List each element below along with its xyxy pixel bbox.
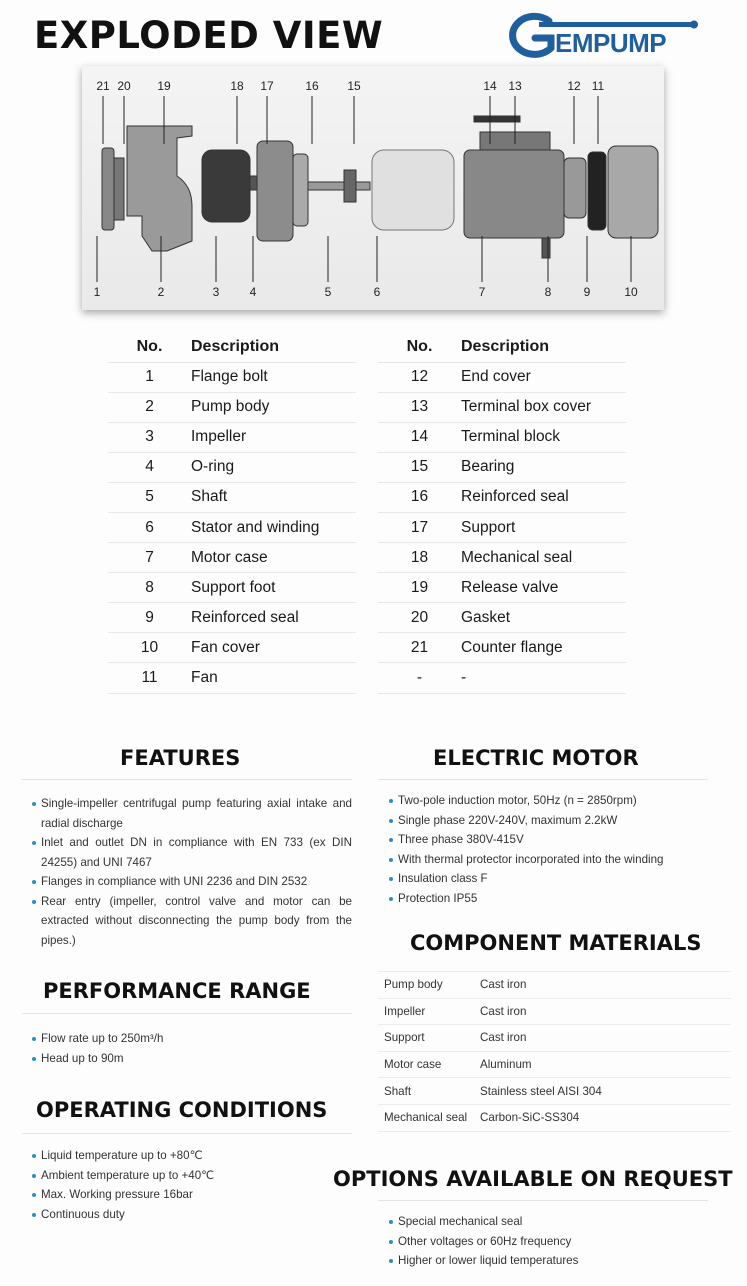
component-materials-table bbox=[378, 971, 731, 1132]
callout-label: 13 bbox=[508, 79, 522, 93]
part-number: 8 bbox=[108, 573, 191, 603]
callout-label: 9 bbox=[583, 285, 591, 299]
divider bbox=[22, 1013, 352, 1014]
part-description: Flange bolt bbox=[191, 362, 356, 392]
part-number: 7 bbox=[108, 543, 191, 573]
callout-label: 7 bbox=[478, 285, 486, 299]
performance-range-list bbox=[32, 1029, 352, 1068]
part-description: Stator and winding bbox=[191, 512, 356, 542]
table-row bbox=[378, 512, 626, 542]
callout-label: 1 bbox=[93, 285, 101, 299]
callout-label: 12 bbox=[567, 79, 581, 93]
divider bbox=[378, 1200, 708, 1201]
callout-label: 5 bbox=[324, 285, 332, 299]
list-item: With thermal protector incorporated into the winding bbox=[389, 850, 729, 870]
callout-label: 11 bbox=[591, 79, 605, 93]
material-value: Stainless steel AISI 304 bbox=[480, 1078, 731, 1105]
options-list bbox=[389, 1212, 729, 1271]
part-number: 13 bbox=[378, 392, 461, 422]
table-row bbox=[378, 972, 731, 999]
part-number: 19 bbox=[378, 573, 461, 603]
table-row bbox=[378, 603, 626, 633]
part-description: Impeller bbox=[191, 422, 356, 452]
part-description: Pump body bbox=[191, 392, 356, 422]
part-number: 4 bbox=[108, 452, 191, 482]
table-row bbox=[108, 362, 356, 392]
part-description: Fan cover bbox=[191, 633, 356, 663]
material-value: Cast iron bbox=[480, 1025, 731, 1052]
gempump-logo bbox=[505, 8, 700, 64]
material-value: Aluminum bbox=[480, 1051, 731, 1078]
part-description: Reinforced seal bbox=[461, 482, 626, 512]
material-part: Impeller bbox=[378, 998, 480, 1025]
list-item: Special mechanical seal bbox=[389, 1212, 729, 1232]
list-item: Three phase 380V-415V bbox=[389, 830, 729, 850]
features-title: FEATURES bbox=[120, 746, 241, 770]
part-description: O-ring bbox=[191, 452, 356, 482]
material-part: Mechanical seal bbox=[378, 1104, 480, 1131]
part-description: Terminal box cover bbox=[461, 392, 626, 422]
material-value: Cast iron bbox=[480, 998, 731, 1025]
component-materials-title: COMPONENT MATERIALS bbox=[410, 931, 702, 955]
material-value: Cast iron bbox=[480, 972, 731, 999]
material-part: Pump body bbox=[378, 972, 480, 999]
part-description: Release valve bbox=[461, 573, 626, 603]
list-item: Ambient temperature up to +40℃ bbox=[32, 1166, 352, 1186]
table-row bbox=[378, 1078, 731, 1105]
operating-conditions-list bbox=[32, 1146, 352, 1224]
list-item: Flanges in compliance with UNI 2236 and DIN 2532 bbox=[32, 872, 352, 892]
operating-conditions-title: OPERATING CONDITIONS bbox=[36, 1098, 328, 1122]
part-number: 16 bbox=[378, 482, 461, 512]
list-item: Protection IP55 bbox=[389, 889, 729, 909]
part-description: End cover bbox=[461, 362, 626, 392]
part-description: Shaft bbox=[191, 482, 356, 512]
table-row bbox=[108, 603, 356, 633]
callout-label: 6 bbox=[373, 285, 381, 299]
divider bbox=[22, 1133, 352, 1134]
page-title: EXPLODED VIEW bbox=[34, 14, 384, 57]
list-item: Rear entry (impeller, control valve and motor can be extracted without disconnecting the pump body from the pipes.) bbox=[32, 892, 352, 951]
table-row bbox=[378, 392, 626, 422]
table-row bbox=[108, 663, 356, 693]
table-row bbox=[378, 362, 626, 392]
part-number: 21 bbox=[378, 633, 461, 663]
callout-label: 2 bbox=[157, 285, 165, 299]
table-row bbox=[108, 482, 356, 512]
list-item: Max. Working pressure 16bar bbox=[32, 1185, 352, 1205]
callout-label: 19 bbox=[157, 79, 171, 93]
table-row bbox=[378, 482, 626, 512]
table-row bbox=[378, 543, 626, 573]
table-row bbox=[378, 422, 626, 452]
callout-label: 15 bbox=[347, 79, 361, 93]
table-row bbox=[108, 573, 356, 603]
performance-range-title: PERFORMANCE RANGE bbox=[43, 979, 311, 1003]
part-number: 14 bbox=[378, 422, 461, 452]
part-number: 12 bbox=[378, 362, 461, 392]
part-description: Mechanical seal bbox=[461, 543, 626, 573]
callout-label: 21 bbox=[96, 79, 110, 93]
table-row bbox=[378, 663, 626, 693]
material-value: Carbon-SiC-SS304 bbox=[480, 1104, 731, 1131]
part-number: 20 bbox=[378, 603, 461, 633]
part-description: Motor case bbox=[191, 543, 356, 573]
callout-label: 16 bbox=[305, 79, 319, 93]
col-no-header: No. bbox=[378, 332, 461, 362]
part-number: 1 bbox=[108, 362, 191, 392]
part-number: 3 bbox=[108, 422, 191, 452]
part-description: Fan bbox=[191, 663, 356, 693]
part-number: 18 bbox=[378, 543, 461, 573]
electric-motor-list bbox=[389, 791, 729, 908]
list-item: Single-impeller centrifugal pump featuring axial intake and radial discharge bbox=[32, 794, 352, 833]
part-description: Counter flange bbox=[461, 633, 626, 663]
table-row bbox=[378, 998, 731, 1025]
col-no-header: No. bbox=[108, 332, 191, 362]
part-description: Reinforced seal bbox=[191, 603, 356, 633]
part-number: 5 bbox=[108, 482, 191, 512]
table-row bbox=[378, 573, 626, 603]
exploded-diagram bbox=[82, 66, 664, 310]
list-item: Other voltages or 60Hz frequency bbox=[389, 1232, 729, 1252]
list-item: Inlet and outlet DN in compliance with EN 733 (ex DIN 24255) and UNI 7467 bbox=[32, 833, 352, 872]
part-number: 2 bbox=[108, 392, 191, 422]
callout-label: 20 bbox=[117, 79, 131, 93]
list-item: Insulation class F bbox=[389, 869, 729, 889]
callout-label: 4 bbox=[249, 285, 257, 299]
list-item: Higher or lower liquid temperatures bbox=[389, 1251, 729, 1271]
table-row bbox=[378, 452, 626, 482]
part-description: Support bbox=[461, 512, 626, 542]
callout-label: 17 bbox=[260, 79, 274, 93]
callout-label: 14 bbox=[483, 79, 497, 93]
table-row bbox=[108, 452, 356, 482]
parts-table-left bbox=[108, 332, 356, 694]
features-list bbox=[32, 794, 352, 950]
part-number: 17 bbox=[378, 512, 461, 542]
list-item: Liquid temperature up to +80℃ bbox=[32, 1146, 352, 1166]
part-number: 6 bbox=[108, 512, 191, 542]
parts-table-right bbox=[378, 332, 626, 694]
table-row bbox=[108, 633, 356, 663]
part-number: - bbox=[378, 663, 461, 693]
divider bbox=[22, 779, 352, 780]
col-desc-header: Description bbox=[461, 332, 626, 362]
part-description: Support foot bbox=[191, 573, 356, 603]
col-desc-header: Description bbox=[191, 332, 356, 362]
electric-motor-title: ELECTRIC MOTOR bbox=[433, 746, 639, 770]
table-row bbox=[378, 1104, 731, 1131]
table-row bbox=[378, 1051, 731, 1078]
part-description: Terminal block bbox=[461, 422, 626, 452]
part-number: 11 bbox=[108, 663, 191, 693]
options-title: OPTIONS AVAILABLE ON REQUEST bbox=[333, 1167, 733, 1191]
table-row bbox=[378, 1025, 731, 1052]
list-item: Head up to 90m bbox=[32, 1049, 352, 1069]
material-part: Support bbox=[378, 1025, 480, 1052]
table-row bbox=[108, 422, 356, 452]
list-item: Continuous duty bbox=[32, 1205, 352, 1225]
callout-label: 10 bbox=[624, 285, 638, 299]
part-number: 15 bbox=[378, 452, 461, 482]
list-item: Single phase 220V-240V, maximum 2.2kW bbox=[389, 811, 729, 831]
callout-label: 8 bbox=[544, 285, 552, 299]
list-item: Two-pole induction motor, 50Hz (n = 2850rpm) bbox=[389, 791, 729, 811]
table-row bbox=[108, 512, 356, 542]
table-row bbox=[108, 392, 356, 422]
svg-text:EMPUMP: EMPUMP bbox=[555, 28, 667, 58]
list-item: Flow rate up to 250m³/h bbox=[32, 1029, 352, 1049]
part-description: Gasket bbox=[461, 603, 626, 633]
material-part: Shaft bbox=[378, 1078, 480, 1105]
part-description: Bearing bbox=[461, 452, 626, 482]
part-number: 10 bbox=[108, 633, 191, 663]
callout-label: 18 bbox=[230, 79, 244, 93]
table-row bbox=[108, 543, 356, 573]
table-row bbox=[378, 633, 626, 663]
part-description: - bbox=[461, 663, 626, 693]
part-number: 9 bbox=[108, 603, 191, 633]
callout-label: 3 bbox=[212, 285, 220, 299]
pump-parts-illustration bbox=[102, 116, 658, 258]
divider bbox=[378, 779, 708, 780]
material-part: Motor case bbox=[378, 1051, 480, 1078]
